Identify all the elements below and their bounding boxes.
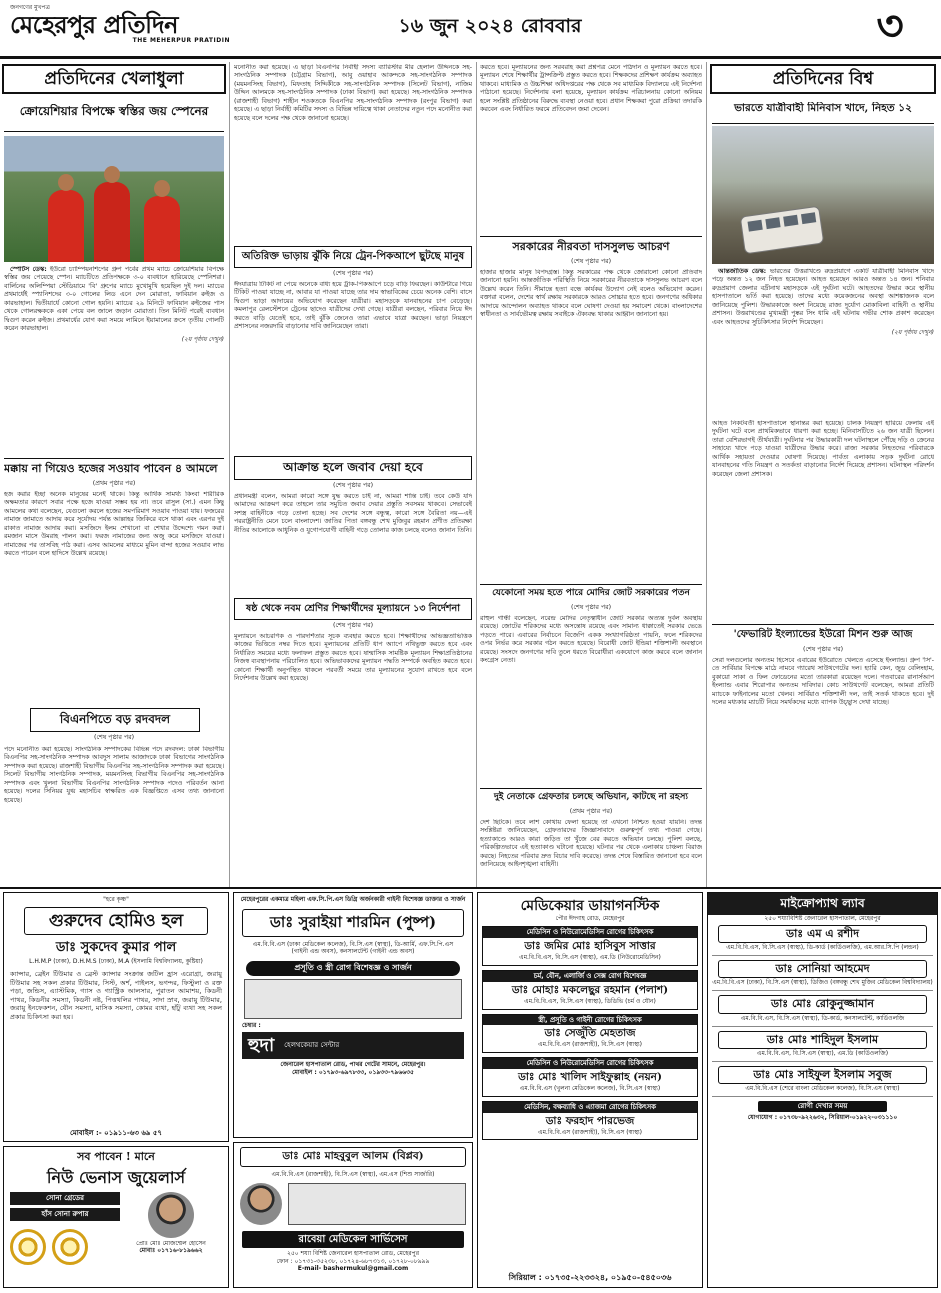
- world-headline: ভারতে যাত্রীবাহী মিনিবাস খাদে, নিহত ১২: [712, 102, 934, 124]
- column-divider: [706, 62, 707, 888]
- suraiya-credentials: এম.বি.বি.এস (ঢাকা মেডিকেল কলেজ), বি.সি.এস (স্বাস্থ্য), ডি-আর্মি, এফ.সি.পি.এস (গাইনী এন্ড অবস), কনসালটেন্ট (গাইনী এন্ড অবস): [252, 940, 454, 956]
- mahbubul-phone: ফোন : ০১৭৩১-৩৫২৩৮, ০১৭২৪-৬৮৭৩১৩, ০১৭২৮-০৮৯৯৯: [276, 1257, 430, 1265]
- world-body: [712, 268, 934, 418]
- micropath-doctor-entry: [712, 925, 933, 956]
- column-divider: [229, 62, 230, 888]
- micropath-ad: [707, 892, 938, 1288]
- modi-headline: যেকোনো সময় হতে পারে মোদির জোট সরকারের পতন: [480, 584, 702, 602]
- sports-headline: ক্রোয়েশিয়ার বিপক্ষে স্বস্তির জয় স্পেনের: [4, 104, 224, 132]
- suraiya-doctor: ডাঃ সুরাইয়া শারমিন (পুষ্প): [242, 909, 464, 937]
- mahbubul-center: রাবেয়া মেডিকেল সার্ভিসেস: [242, 1231, 464, 1248]
- euro-subhead: (শেষ পৃষ্ঠার পর): [802, 646, 844, 653]
- masthead-rule: [0, 56, 941, 59]
- euro-body: সেরা দলগুলোর অন্যতম হিসেবে এবারের ইউরোতে খেলতে এসেছে ইংল্যান্ড। গ্রুপ 'সি'-তে সার্বিয়ার বিপক্ষে মাঠে নামবে গ্যারেথ সাউথগেটের দল। হ্যারি কেন, জুড বেলিংহাম, বুকায়ো সাকা ও ফিল ফোডেনের মতো তারকারা রয়েছেন দলে। গতবারের রানার্সআপ ইংল্যান্ড এবার শিরোপার অন্যতম দাবিদার। কোচ সাউথগেট বলেছেন, আমরা প্রতিটি ম্যাচকে ফাইনালের মতো খেলব। সার্বিয়াও শক্তিশালী দল, তাই সতর্ক থাকতে হবে। দুই দলের মধ্যকার ম্যাচটি নিয়ে সমর্থকদের মধ্যে ব্যাপক উচ্ছ্বাস দেখা যাচ্ছে।: [712, 657, 934, 707]
- column-divider: [476, 62, 477, 888]
- micropath-doctor-entry: [712, 1031, 933, 1062]
- proprietor-avatar: [148, 1192, 194, 1238]
- doctor-name: ডাঃ জমির মোঃ হাসিবুস সাত্তার: [524, 940, 656, 953]
- mahbubul-doctor: ডাঃ মোঃ মাহবুবুল আলম (বিপ্লব): [240, 1147, 466, 1167]
- mahbubul-credentials: এম.বি.বি.এস (রাজশাহী), বি.সি.এস (স্বাস্থ্য), এম.এস (শিশু সার্জারি): [271, 1170, 435, 1178]
- jewellers-line1: সোনা গ্রেডের: [10, 1192, 120, 1205]
- sports-body: [4, 266, 224, 456]
- jewellers-name: নিউ ভেনাস জুয়েলার্স: [46, 1167, 186, 1187]
- jewellers-proprietor: প্রোঃ মোঃ মোজম্মেল হোসেন: [136, 1239, 206, 1247]
- govt-headline: সরকারের নীরবতা দাসসুলভ আচরণ: [480, 236, 702, 256]
- teachers-body: মূল্যায়নে আচরণিক ও পারদর্শিতার সূচক ব্যবহার করতে হবে। শিক্ষার্থীদের অভিজ্ঞতাভিত্তিক কাজের ভিত্তিতে নম্বর দিতে হবে। মূল্যায়নের প্রতিটি ধাপ অ্যাপে নথিভুক্ত করতে হবে এবং নির্ধারিত সময়ের মধ্যে ফলাফল প্রস্তুত করতে হবে। ষান্মাসিক সামষ্টিক মূল্যায়ন শিক্ষাপ্রতিষ্ঠানের নিজস্ব ব্যবস্থাপনায় পরিচালিত হবে। অভিভাবকদের মূল্যায়ন পদ্ধতি সম্পর্কে অবহিত করতে হবে। কোনো শিক্ষার্থী অনুপস্থিত থাকলে পরবর্তী সময়ে তার মূল্যায়নের সুযোগ রাখতে হবে বলে নির্দেশনায় উল্লেখ করা হয়েছে।: [234, 633, 472, 683]
- sports-text: ইউরো চ্যাম্পিয়নশিপের গ্রুপ পর্বের প্রথম ম্যাচে ক্রোয়েশিয়ার বিপক্ষে স্বস্তির জয় পেয়েছে স্পেন। ম্যাচটিতে প্রতিপক্ষকে ৩-০ ব্যবধানে হারিয়েছে স্পেনিশরা। বার্লিনের অলিম্পিয়া স্টেডিয়ামে 'বি' গ্রুপের ম্যাচে মুখোমুখি হয়েছিল দুই দল। ম্যাচের প্রথমার্ধেই স্প্যানিশদের ৩-০ গোলের লিড এনে দেন মোরাতা, ফাবিয়ান রুইজ ও কারভাহাল। দ্বিতীয়ার্ধে কোনো গোল হয়নি। ম্যাচের ২৯ মিনিটে ফাবিয়ান রুইজের পাস থেকে গোলরক্ষককে একা পেয়ে বল জালে জড়ান মোরাতা। তিন মিনিট পরেই ব্যবধান দ্বিগুণ করেন রুইজ। প্রথমার্ধের যোগ করা সময়ে লামিনে ইয়ামালের ক্রসে তৃতীয় গোলটি করেন কারভাহাল।: [4, 266, 224, 333]
- govt-subhead: (শেষ পৃষ্ঠার পর): [570, 258, 612, 265]
- micropath-doctor-entry: [712, 995, 933, 1026]
- medicare-doctor-list: [478, 926, 702, 1140]
- jewellers-phone: মোবাঃ ০১৭১৬-৮১৯৬৬২: [139, 1247, 203, 1255]
- masthead-name-en: THE MEHERPUR PRATIDIN: [132, 37, 230, 45]
- jewellers-line2: হাঁস সোনা রুপার: [10, 1208, 120, 1221]
- modi-subhead: (শেষ পৃষ্ঠার পর): [570, 604, 612, 611]
- bnp-headline: বিএনপিতে বড় রদবদল: [30, 708, 200, 732]
- medicare-name: মেডিকেয়ার ডায়াগনস্টিক: [520, 898, 660, 914]
- bus-figure: [740, 206, 825, 255]
- sports-byline: স্পোর্টস ডেস্ক:: [10, 266, 47, 273]
- fare-body: ঈদযাত্রায় টিকিট না পেয়ে অনেকে বাধ্য হয়ে ট্রাক-পিকআপে চড়ে বাড়ি ফিরছেন। কাউন্টারে গিয়ে টিকিট পাওয়া যাচ্ছে না, আবার যা পাওয়া যাচ্ছে তার দাম স্বাভাবিকের চেয়ে অনেক বেশি। বাসে দ্বিগুণ ভাড়া আদায়ের অভিযোগ করেছেন যাত্রীরা। মহাসড়কে যানবাহনের চাপ বেড়েছে। কমলাপুর রেলস্টেশনে ট্রেনের ছাদেও যাত্রীদের দেখা গেছে। যাত্রীরা বলছেন, পরিবার নিয়ে ঈদ করতে বাড়ি যেতেই হবে, তাই ঝুঁকি জেনেও তারা এভাবে যাত্রা করছেন। ভাড়া নিয়ন্ত্রণে প্রশাসনের নজরদারি বাড়ানোর দাবি জানিয়েছেন তারা।: [234, 281, 472, 331]
- govt-body: হাজার হাজার মানুষ বিপদগ্রস্ত। কিন্তু সরকারের পক্ষ থেকে জোরালো কোনো প্রতিবাদ জানানো হয়নি। আন্তর্জাতিক পরিস্থিতি নিয়ে সরকারের নীরবতাকে দাসসুলভ আচরণ বলে উল্লেখ করেন তিনি। সীমান্তে হত্যা বন্ধে কার্যকর উদ্যোগ নেই বলেও অভিযোগ করেন। বক্তারা বলেন, দেশের স্বার্থ রক্ষায় সরকারকে আরও সোচ্চার হতে হবে। জনগণের অধিকার আদায়ে আন্দোলন অব্যাহত থাকবে বলে ঘোষণা দেওয়া হয় সমাবেশ থেকে। বাংলাদেশের স্বাধীনতা ও সার্বভৌমত্ব রক্ষায় সবাইকে ঐক্যবদ্ধ থাকার আহ্বান জানানো হয়।: [480, 269, 702, 319]
- homeo-name: গুরুদেব হোমিও হল: [24, 907, 208, 935]
- doctor-credentials: এম.বি.বি.এস, বি.সি.এস (স্বাস্থ্য), এম.ডি (নিউরোমেডিসিন): [519, 954, 661, 962]
- world-continued: (২য় পৃষ্ঠায় দেখুন): [891, 329, 934, 337]
- suraiya-phone: মোবাইল : ০১৭৯৩-৬৯৭৮৩৩, ০১৯৩৩-৭৯৬৬৩৫: [292, 1069, 414, 1077]
- homeo-doctor: ডাঃ সুকদেব কুমার পাল: [55, 940, 177, 956]
- medicare-ad: [477, 892, 703, 1288]
- doctor-specialty: মেডিসিন ও নিউরোমেডিসিন রোগের চিকিৎসক: [483, 927, 697, 938]
- doctor-name: ডাঃ মোহাঃ মকলেছুর রহমান (পলাশ): [511, 983, 669, 996]
- player-figure: [48, 190, 84, 262]
- world-byline: আন্তর্জাতিক ডেস্ক:: [718, 268, 767, 275]
- world-section-banner: প্রতিদিনের বিশ্ব: [710, 64, 936, 94]
- world-more-body: আহত নিকটবর্তী হাসপাতালে স্থানান্তর করা হয়েছে। চালক নিয়ন্ত্রণ হারিয়ে ফেলায় এই দুর্ঘটনা ঘটে বলে প্রাথমিকভাবে ধারণা করা হচ্ছে। মিনিবাসটিতে ২৬ জন যাত্রী ছিলেন। তারা বেশিরভাগই তীর্থযাত্রী। দুর্ঘটনার পর উদ্ধারকারী দল ঘটনাস্থলে পৌঁছে দড়ি ও ক্রেনের সাহায্যে খাদে পড়ে যাওয়া যাত্রীদের উদ্ধার করে। রাজ্য সরকার নিহতদের পরিবারকে আর্থিক সহায়তা দেওয়ার ঘোষণা দিয়েছে। পার্বত্য এলাকায় সড়ক দুর্ঘটনা রোধে যানবাহনের গতি নিয়ন্ত্রণ ও সতর্কতা বাড়ানোর নির্দেশ দিয়েছে প্রশাসন। ঘটনাস্থল পরিদর্শন করেছেন জেলা প্রশাসক।: [712, 420, 934, 478]
- attack-subhead: (শেষ পৃষ্ঠার পর): [332, 482, 374, 489]
- necklace-icon: [10, 1229, 46, 1265]
- medicare-doctor-entry: [482, 1014, 698, 1054]
- hajj-body: হজ করার ইচ্ছা অনেক মানুষের মনেই থাকে। কিন্তু আর্থিক সামর্থ্য কিংবা শারীরিক অক্ষমতার কারণে সবার পক্ষে হজে যাওয়া সম্ভব হয় না। তবে রাসুল (সা.) এমন কিছু আমলের কথা বলেছেন, যেগুলো করলে হজের সমপরিমাণ সওয়াব পাওয়া যায়। ফজরের নামাজ জামাতে আদায় করে সূর্যোদয় পর্যন্ত আল্লাহর জিকিরে বসে থাকা এবং এরপর দুই রাকাত নামাজ আদায় করা। মসজিদে ইলম শেখানো বা শেখার উদ্দেশ্যে গমন করা। রমজান মাসে উমরাহ পালন করা। ফরজ নামাজের জন্য অজু করে মসজিদে যাওয়া। নামাজের পর তাসবিহ পাঠ করা। এসব আমলের মাধ্যমে মুমিন বান্দা হজের সওয়াব লাভ করতে পারেন বলে হাদিসে উল্লেখ রয়েছে।: [4, 491, 224, 558]
- suraiya-center-name: হুদা: [248, 1034, 275, 1056]
- micropath-footer: রোগী দেখার সময়: [758, 1101, 887, 1112]
- doctor-specialty: মেডিসিন, বক্ষব্যাধি ও এ্যাজমা রোগের চিকিৎসক: [483, 1102, 697, 1113]
- attack-body: প্রধানমন্ত্রী বলেন, আমরা কারো সঙ্গে যুদ্ধ করতে চাই না, আমরা শান্তি চাই। তবে কেউ যদি আমাদের আক্রমণ করে তাহলে তার সমুচিত জবাব দেয়ার প্রস্তুতি সবসময় থাকবে। সেভাবেই সশস্ত্র বাহিনীকে গড়ে তোলা হচ্ছে। সব দেশের সঙ্গে বন্ধুত্ব, কারো সঙ্গে বৈরিতা নয়—এই পররাষ্ট্রনীতি মেনে চলে বাংলাদেশ। জাতির পিতা বঙ্গবন্ধু শেখ মুজিবুর রহমান প্রণীত প্রতিরক্ষা নীতির আলোকে আধুনিক ও যুগোপযোগী বাহিনী গড়ে তোলার কাজ চলছে বলেও জানান তিনি।: [234, 493, 472, 534]
- teachers-subhead: (শেষ পৃষ্ঠার পর): [332, 622, 374, 629]
- player-figure: [94, 182, 130, 262]
- doctor-name: ডাঃ মোঃ শাহিদুল ইসলাম: [718, 1031, 927, 1050]
- world-text: ভারতের উত্তরাখণ্ডে রুদ্রপ্রয়াগে একটি যাত্রীবাহী মিনিবাস খাদে পড়ে অন্তত ১২ জন নিহত হয়েছেন। আহত হয়েছেন আরও অন্তত ১৪ জন। শনিবার রুদ্রপ্রয়াগ জেলার বদ্রীনাথ মহাসড়কে এই দুর্ঘটনা ঘটে। আহতদের উদ্ধার করে স্থানীয় হাসপাতালে ভর্তি করা হয়েছে। তাদের মধ্যে কয়েকজনের অবস্থা আশঙ্কাজনক বলে জানিয়েছে পুলিশ। উদ্ধারকাজে অংশ নিয়েছে রাজ্য দুর্যোগ মোকাবিলা বাহিনী ও স্থানীয় প্রশাসন। উত্তরাখণ্ডের মুখ্যমন্ত্রী পুষ্কর সিং ধামি এই ঘটনায় গভীর শোক প্রকাশ করেছেন এবং আহতদের সুচিকিৎসার নির্দেশ দিয়েছেন।: [712, 268, 934, 326]
- sports-continued: (২য় পৃষ্ঠায় দেখুন): [181, 335, 224, 343]
- teachers-headline: ষষ্ঠ থেকে নবম শ্রেণির শিক্ষার্থীদের মূল্যায়নে ১৩ নির্দেশনা: [234, 598, 472, 620]
- doctor-name: ডাঃ মোঃ রোকুনুজ্জামান: [718, 995, 927, 1014]
- doctor-credentials: এম.বি.বি.এস, বি.সি.এস (স্বাস্থ্য), ডি-কার্ড, কনসালটেন্ট, কার্ডিওলজি: [740, 1014, 905, 1022]
- mahbubul-email: E-mail- bashermukul@gmail.com: [297, 1265, 409, 1273]
- masthead-logo: [10, 4, 230, 52]
- medicare-doctor-entry: [482, 1057, 698, 1097]
- sports-photo: [4, 136, 224, 262]
- micropath-doctor-entry: [712, 1066, 933, 1097]
- arrest-headline: দুই নেতাকে গ্রেফতার চলছে অভিযান, কাটছে না রহস্য: [480, 788, 702, 806]
- doctor-name: ডাঃ ফরহাদ পারভেজ: [545, 1114, 635, 1127]
- jewellers-ad: [3, 1146, 229, 1288]
- doctor-credentials: এম.বি.বি.এস (শেরে বাংলা মেডিকেল কলেজ), বি.সি.এস (স্বাস্থ্য): [745, 1085, 900, 1093]
- homeo-services: ক্যান্সার, ব্রেইন টিউমার ও ব্রেস্ট ক্যান্সার সংক্রান্ত জটিল হ্রাস এরোগ্রা, জরায়ু টিউমার সহ সকল প্রকার টিউমার, সিস্ট, অর্শ, পাইলস, ভগন্দর, ফিস্টুলা ও রক্ত পড়া, জন্ডিস, এ্যাস্টমিক, গ্যাস ও গ্যাস্ট্রিক আলসার, পুরাতন আমাশয়, কিডনী পাথর, কিডনীর সমস্যা, কিডনী নষ্ট, পিত্তথলির পাথর, সাদা স্রাব, জরায়ু টিউমার, জরায়ু ইনফেকশন, যৌন সমস্যা, মাসিক সমস্যা, কোমর ব্যথা, হাঁটু ব্যথা সহ সকল প্রকার চিকিৎসা করা হয়।: [10, 970, 222, 1021]
- doctor-credentials: এম.বি.বি.এস, বি.সি.এস (স্বাস্থ্য), এম.ডি (কার্ডিওলজি): [756, 1050, 889, 1058]
- doctor-specialty: স্ত্রী, প্রসূতি ও গাইনী রোগের চিকিৎসক: [483, 1015, 697, 1026]
- euro-headline: 'ফেভারিট ইংল্যান্ডের ইউরো মিশন শুরু আজ: [712, 624, 934, 644]
- doctor-credentials: এম.বি.বি.এস (রাজশাহী), বি.সি.এস (স্বাস্থ্য): [538, 1128, 642, 1136]
- hajj-headline: মক্কায় না গিয়েও হজের সওয়াব পাবেন ৪ আমলে: [4, 458, 224, 478]
- micropath-doctor-list: [708, 925, 937, 1098]
- doctor-credentials: এম.বি.বি.এস (রাজশাহী), বি.সি.এস (স্বাস্থ্য): [538, 1041, 642, 1049]
- masthead-tagline: জনগণের মুখপত্র: [10, 4, 50, 11]
- hajj-subhead: (প্রথম পৃষ্ঠার পর): [92, 480, 136, 487]
- mahbubul-address: ২৫০ শয্যা বিশিষ্ট জেনারেল হাসপাতাল রোড, মেহেরপুর: [286, 1249, 420, 1257]
- page-number: ৩: [876, 1, 904, 50]
- ring-icon: [52, 1229, 88, 1265]
- fare-headline: অতিরিক্ত ভাড়ায় ঝুঁকি নিয়ে ট্রেন-পিকআপে ছুটছে মানুষ: [234, 246, 472, 268]
- micropath-sub: ২৫০ শয্যাবিশিষ্ট জেনারেল হাসপাতাল, মেহেরপুর: [764, 914, 881, 922]
- micropath-doctor-entry: [712, 960, 933, 991]
- modi-body: রাহুল গান্ধী বলেছেন, নরেন্দ্র মোদির নেতৃত্বাধীন জোট সরকার অত্যন্ত দুর্বল অবস্থায় রয়েছে। জোটের শরিকদের মধ্যে অসন্তোষ রয়েছে এবং সামান্য ধাক্কাতেই সরকার ভেঙে পড়তে পারে। এবারের নির্বাচনে বিজেপি একক সংখ্যাগরিষ্ঠতা পায়নি, ফলে শরিকদের ওপর নির্ভর করে সরকার গঠন করতে হয়েছে। বিরোধী জোট ইন্ডিয়া শক্তিশালী অবস্থানে রয়েছে। সংসদে জনগণের দাবি তুলে ধরতে বিরোধীরা একযোগে কাজ করবে বলে জানান কংগ্রেস নেতা।: [480, 615, 702, 665]
- world-photo: [712, 126, 934, 264]
- homeo-credentials: L.H.M.P (ঢাকা), D.H.M.S (ঢাকা), M.A (ইসলামি বিশ্ববিদ্যালয়, কুষ্টিয়া): [29, 958, 203, 966]
- medicare-sub: পৌর ঈদগাহ রোড, মেহেরপুর: [555, 915, 625, 923]
- doctor-credentials: এম.বি.বি.এস, বি.সি.এস (স্বাস্থ্য), ডিডিভি (চর্ম ও যৌন): [524, 997, 656, 1005]
- homeo-ad: [3, 892, 229, 1142]
- mahbubul-ad: [233, 1142, 473, 1288]
- homeo-top-line: "হরে কৃষ্ণ": [103, 896, 129, 903]
- medicare-doctor-entry: [482, 926, 698, 966]
- medicare-doctor-entry: [482, 1101, 698, 1141]
- suraiya-service-list: [244, 979, 462, 1019]
- micropath-name: মাইক্রোপ্যাথ ল্যাব: [708, 893, 937, 915]
- suraiya-specialty: প্রসূতি ও স্ত্রী রোগ বিশেষজ্ঞ ও সার্জন: [246, 961, 460, 976]
- player-figure: [144, 196, 180, 262]
- middle-top-body: মনোনীত করা হয়েছে। এ ছাড়া বিএনপির নির্বাহী সদস্য ব্যারিস্টার মীর হেলাল উদ্দিনকে সহ-সাংগঠনিক সম্পাদক (চট্টগ্রাম বিভাগ), আবু ওয়াহাব আকন্দকে সহ-সাংগঠনিক সম্পাদক (ময়মনসিংহ বিভাগ), মিফতাহ সিদ্দিকীকে সহ-সাংগঠনিক সম্পাদক (সিলেট বিভাগ), নাজিম উদ্দিন আলমকে সহ-সাংগঠনিক সম্পাদক (ঢাকা বিভাগ) করা হয়েছে। সহ-সাংগঠনিক সম্পাদক (রাজশাহী বিভাগ) শাহীন শওকতকে বিএনপির সহ-সাংগঠনিক সম্পাদক (রংপুর বিভাগ) করা হয়েছে। এ ছাড়া নির্বাহী কমিটির সদস্য ও বিভিন্ন দায়িত্বে থাকা নেতাদের নতুন পদে মনোনীত করা হয়েছে বলে দলের পক্ষ থেকে জানানো হয়েছে।: [234, 64, 472, 122]
- doctor-credentials: এম.বি.বি.এস (ঢাকা), বি.সি.এস (স্বাস্থ্য), ডিজিও (বঙ্গবন্ধু শেখ মুজিব মেডিকেল বিশ্ববিদ্যালয়): [712, 979, 933, 987]
- homeo-phone: মোবাইল :- ০১৯১১-৬৩ ৬৯ ৫৭: [70, 1128, 162, 1137]
- bnp-body: পদে মনোনীত করা হয়েছে। সাংগঠনিক সম্পাদকের বিভিন্ন পদে রদবদল: ঢাকা বিভাগীয় বিএনপির সহ-সাংগঠনিক সম্পাদক আবদুস সালাম আজাদকে ঢাকা বিভাগের সাংগঠনিক সম্পাদক করা হয়েছে। রাজশাহী বিভাগীয় বিএনপির সহ-সাংগঠনিক সম্পাদক করা হয়েছে। সিলেট বিভাগীয় সাংগঠনিক সম্পাদক, ময়মনসিংহ বিভাগীয় বিএনপির সহ-সাংগঠনিক সম্পাদক এবং খুলনা বিভাগীয় বিএনপির সাংগঠনিক সম্পাদক পদেও পরিবর্তন আনা হয়েছে। দলের সিনিয়র যুগ্ম মহাসচিব স্বাক্ষরিত এক বিজ্ঞপ্তিতে এসব তথ্য জানানো হয়েছে।: [4, 746, 224, 804]
- sports-section-banner: প্রতিদিনের খেলাধুলা: [2, 64, 226, 94]
- doctor-credentials: এম.বি.বি.এস, বি.সি.এস (স্বাস্থ্য), ডি-কার্ড (কার্ডিওলজি), এম.আর.সি.পি (লন্ডন): [726, 944, 919, 952]
- suraiya-chamber-label: চেম্বার :: [242, 1021, 261, 1029]
- doctor-name: ডাঃ সোনিয়া আহমেদ: [718, 960, 927, 979]
- doctor-name: ডাঃ মোঃ খালিদ সাইফুল্লাহ (নয়ন): [518, 1071, 662, 1084]
- bnp-subhead: (শেষ পৃষ্ঠার পর): [93, 734, 135, 741]
- attack-headline: আক্রান্ত হলে জবাব দেয়া হবে: [234, 456, 472, 480]
- doctor-specialty: চর্ম, যৌন, এলার্জি ও সেক্স রোগ বিশেষজ্ঞ: [483, 971, 697, 982]
- edu-body: করতে হবে। মূল্যায়নের জন্য সরবরাহ করা প্রশ্নপত্র মেনে পাঠদান ও মূল্যায়ন করতে হবে। মূল্যায়ন শেষে শিক্ষার্থীর ট্রান্সক্রিপ্ট প্রস্তুত করতে হবে। শিক্ষকদের প্রশিক্ষণ কার্যক্রম অব্যাহত থাকবে। মাধ্যমিক ও উচ্চশিক্ষা অধিদপ্তরের পক্ষ থেকে সব মাধ্যমিক বিদ্যালয়ে এই নির্দেশনা পাঠানো হয়েছে। নির্দেশনায় বলা হয়েছে, মূল্যায়ন কার্যক্রম পরিচালনায় কোনো অনিয়ম হলে সংশ্লিষ্ট প্রতিষ্ঠানের বিরুদ্ধে ব্যবস্থা নেওয়া হবে। প্রধান শিক্ষকরা পুরো প্রক্রিয়া তদারকি করবেন এবং নির্ধারিত ফরমে প্রতিবেদন জমা দেবেন।: [480, 64, 702, 114]
- micropath-phone: যোগাযোগ : ০১৭৩৮-৯২২৬৩২, সিরিয়াল-০১৯২২-০৩১১১০: [747, 1114, 898, 1122]
- suraiya-address: জেনারেল হাসপাতাল রোড, পাথর গেটের সামনে, মেহেরপুর।: [280, 1061, 426, 1069]
- jewellers-top-line: সব পাবেন ! মানে: [77, 1150, 155, 1163]
- doctor-specialty: মেডিসিন ও নিউরোমেডিসিন রোগের চিকিৎসক: [483, 1058, 697, 1069]
- arrest-body: দেশ ছিটকে। তবে লাশ কোথায় ফেলা হয়েছে তা এখনো নিশ্চিত হওয়া যায়নি। তদন্ত সংশ্লিষ্টরা জানিয়েছেন, গ্রেফতারদের জিজ্ঞাসাবাদে গুরুত্বপূর্ণ তথ্য পাওয়া গেছে। হত্যাকাণ্ডে আরও কারা জড়িত তা খুঁজে বের করতে অভিযান চলছে। পুলিশ বলছে, পরিকল্পিতভাবে এই হত্যাকাণ্ড ঘটানো হয়েছে। ঘটনার পর থেকে এলাকায় চাঞ্চল্য বিরাজ করছে। নিহতের পরিবার দ্রুত বিচার দাবি করেছে। তদন্ত শেষে বিস্তারিত জানানো হবে বলে জানিয়েছে আইনশৃঙ্খলা বাহিনী।: [480, 819, 702, 869]
- fare-subhead: (শেষ পৃষ্ঠার পর): [332, 270, 374, 277]
- doctor-name: ডাঃ এম এ রশীদ: [718, 925, 927, 944]
- doctor-credentials: এম.বি.বি.এস (খুলনা মেডিকেল কলেজ), বি.সি.এস (স্বাস্থ্য): [519, 1084, 661, 1092]
- masthead-name: মেহেরপুর প্রতিদিন: [10, 9, 178, 39]
- issue-date: ১৬ জুন ২০২৪ রোববার: [398, 15, 582, 37]
- mahbubul-service-list: [288, 1183, 466, 1225]
- suraiya-top-line: মেহেরপুরের একমাত্র মহিলা এফ.সি.পি.এস ডিগ্রি অর্জনকারী গাইনী বিশেষজ্ঞ ডাক্তার ও সার্জন: [240, 896, 466, 903]
- medicare-phone: সিরিয়াল : ০১৭৩৫-২২৩৩২৪, ০১৯৫০-৫৪৫০৩৬: [508, 1273, 672, 1283]
- medicare-doctor-entry: [482, 970, 698, 1010]
- arrest-subhead: (প্রথম পৃষ্ঠার পর): [569, 808, 613, 815]
- ads-rule: [0, 887, 941, 889]
- doctor-name: ডাঃ মোঃ সাইফুল ইসলাম সবুজ: [718, 1066, 927, 1085]
- doctor-avatar: [240, 1183, 282, 1225]
- suraiya-ad: [233, 892, 473, 1138]
- doctor-name: ডাঃ সেজুঁতি মেহতাজ: [544, 1027, 636, 1040]
- suraiya-center-sub: হেলথকেয়ার সেন্টার: [284, 1040, 340, 1049]
